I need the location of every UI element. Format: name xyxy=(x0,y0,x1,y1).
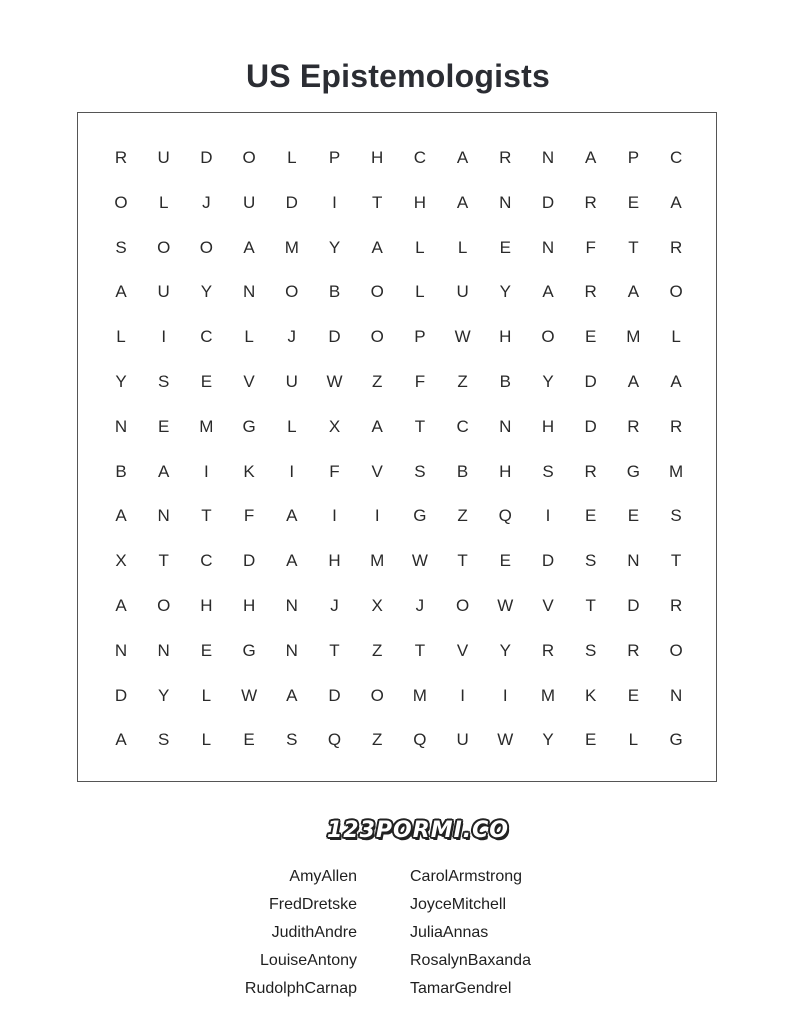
grid-letter[interactable]: W xyxy=(497,730,514,750)
grid-letter[interactable]: D xyxy=(328,685,341,705)
grid-letter[interactable]: H xyxy=(499,461,512,481)
grid-letter[interactable]: N xyxy=(242,282,256,302)
grid-letter[interactable]: L xyxy=(201,730,212,750)
grid-letter[interactable]: U xyxy=(242,192,256,212)
grid-letter[interactable]: A xyxy=(456,192,469,212)
word-list-item: LouiseAntony xyxy=(260,952,357,969)
grid-letter[interactable]: I xyxy=(204,461,209,481)
grid-letter[interactable]: Y xyxy=(328,237,341,257)
grid-letter[interactable]: C xyxy=(200,551,213,571)
grid-letter[interactable]: T xyxy=(371,192,383,212)
grid-letter[interactable]: N xyxy=(499,416,512,436)
grid-letter[interactable]: F xyxy=(585,237,596,257)
grid-letter[interactable]: C xyxy=(200,327,213,347)
grid-letter[interactable]: A xyxy=(456,148,469,167)
grid-letter[interactable]: I xyxy=(545,506,551,526)
grid-letter[interactable]: I xyxy=(161,327,167,347)
grid-letter[interactable]: O xyxy=(285,282,299,302)
grid-letter[interactable]: Y xyxy=(542,372,554,391)
grid-letter[interactable]: V xyxy=(243,372,255,391)
grid-letter[interactable]: F xyxy=(243,506,255,526)
grid-letter[interactable]: J xyxy=(287,327,297,347)
grid-letter[interactable]: M xyxy=(370,551,385,571)
grid-letter[interactable]: O xyxy=(669,282,683,302)
grid-letter[interactable]: T xyxy=(457,551,468,571)
grid-letter[interactable]: A xyxy=(542,282,554,302)
grid-letter[interactable]: D xyxy=(328,327,341,347)
grid-letter[interactable]: O xyxy=(669,640,683,660)
grid-letter[interactable]: E xyxy=(585,730,597,750)
grid-letter[interactable]: H xyxy=(413,192,427,212)
grid-letter[interactable]: S xyxy=(115,237,127,257)
grid-letter[interactable]: R xyxy=(114,148,128,167)
grid-letter[interactable]: B xyxy=(499,372,511,391)
grid-letter[interactable]: D xyxy=(114,685,128,705)
grid-letter[interactable]: E xyxy=(243,730,255,750)
grid-letter[interactable]: U xyxy=(157,282,170,302)
grid-letter[interactable]: N xyxy=(627,551,640,571)
grid-letter[interactable]: J xyxy=(415,596,425,615)
grid-letter[interactable]: M xyxy=(284,237,299,257)
grid-letter[interactable]: U xyxy=(157,148,170,167)
grid-letter[interactable]: N xyxy=(285,596,298,615)
grid-letter[interactable]: M xyxy=(540,685,556,705)
grid-letter[interactable]: Z xyxy=(371,730,383,750)
grid-letter[interactable]: D xyxy=(200,148,213,167)
grid-letter[interactable]: T xyxy=(414,640,426,660)
grid-letter[interactable]: G xyxy=(242,416,256,436)
grid-letter[interactable]: T xyxy=(414,416,426,436)
grid-letter[interactable]: S xyxy=(670,506,682,526)
grid-letter[interactable]: D xyxy=(285,192,298,212)
grid-letter[interactable]: H xyxy=(242,596,256,615)
grid-letter[interactable]: E xyxy=(627,192,640,212)
grid-letter[interactable]: Y xyxy=(115,372,127,391)
grid-letter[interactable]: Q xyxy=(498,506,512,526)
grid-letter[interactable]: O xyxy=(370,685,384,705)
grid-letter[interactable]: Z xyxy=(371,640,383,660)
grid-letter[interactable]: Q xyxy=(327,730,342,750)
grid-letter[interactable]: O xyxy=(114,192,128,212)
grid-letter[interactable]: J xyxy=(330,596,339,615)
grid-letter[interactable]: T xyxy=(201,506,212,526)
grid-letter[interactable]: R xyxy=(627,640,640,660)
word-list-item: TamarGendrel xyxy=(410,980,512,997)
grid-letter[interactable]: N xyxy=(114,640,128,660)
site-logo: 123PORMI.CO xyxy=(327,818,509,843)
grid-letter[interactable]: S xyxy=(585,640,597,660)
grid-letter[interactable]: M xyxy=(669,461,684,481)
grid-letter[interactable]: U xyxy=(285,372,298,391)
grid-letter[interactable]: W xyxy=(241,685,258,705)
grid-letter[interactable]: F xyxy=(329,461,340,481)
grid-letter[interactable]: Y xyxy=(200,282,213,302)
grid-letter[interactable]: E xyxy=(158,416,170,436)
word-list-item: JudithAndre xyxy=(271,924,357,941)
grid-letter[interactable]: H xyxy=(371,148,384,167)
word-list-item: CarolArmstrong xyxy=(410,868,523,885)
word-list-item: JuliaAnnas xyxy=(410,924,489,941)
grid-letter[interactable]: Y xyxy=(542,730,554,750)
grid-letter[interactable]: E xyxy=(585,506,597,526)
grid-letter[interactable]: G xyxy=(242,640,256,660)
grid-letter[interactable]: S xyxy=(585,551,597,571)
grid-letter[interactable]: T xyxy=(329,640,340,660)
grid-letter[interactable]: G xyxy=(669,730,683,750)
grid-letter[interactable]: L xyxy=(671,327,681,347)
grid-letter[interactable]: B xyxy=(456,461,469,481)
grid-letter[interactable]: V xyxy=(456,640,469,660)
grid-letter[interactable]: M xyxy=(199,416,214,436)
grid-letter[interactable]: P xyxy=(627,148,640,167)
grid-letter[interactable]: X xyxy=(328,416,341,436)
grid-letter[interactable]: L xyxy=(628,730,639,750)
grid-letter[interactable]: R xyxy=(584,282,597,302)
grid-letter[interactable]: H xyxy=(499,327,512,347)
grid-letter[interactable]: F xyxy=(414,372,426,391)
grid-letter[interactable]: W xyxy=(454,327,471,347)
grid-letter[interactable]: A xyxy=(243,237,255,257)
grid-letter[interactable]: N xyxy=(114,416,128,436)
grid-letter[interactable]: C xyxy=(669,148,683,167)
grid-letter[interactable]: P xyxy=(328,148,341,167)
grid-letter[interactable]: W xyxy=(411,551,428,571)
grid-letter[interactable]: I xyxy=(332,192,337,212)
grid-letter[interactable]: G xyxy=(626,461,640,481)
grid-letter[interactable]: R xyxy=(584,192,597,212)
grid-letter[interactable]: I xyxy=(289,461,295,481)
grid-letter[interactable]: Y xyxy=(499,282,511,302)
grid-letter[interactable]: Z xyxy=(457,372,468,391)
grid-letter[interactable]: E xyxy=(585,327,597,347)
word-list-item: RudolphCarnap xyxy=(244,980,357,997)
grid-letter[interactable]: W xyxy=(497,596,514,615)
grid-letter[interactable]: R xyxy=(669,237,683,257)
grid-letter[interactable]: B xyxy=(328,282,341,302)
grid-letter[interactable]: A xyxy=(585,148,597,167)
grid-letter[interactable]: N xyxy=(157,506,170,526)
grid-letter[interactable]: O xyxy=(455,596,470,615)
word-list-left-column xyxy=(245,863,357,1003)
grid-letter[interactable]: H xyxy=(200,596,213,615)
grid-letter[interactable]: L xyxy=(415,282,425,302)
grid-letter[interactable]: A xyxy=(286,685,298,705)
grid-letter[interactable]: L xyxy=(287,416,297,436)
grid-letter[interactable]: I xyxy=(374,506,380,526)
grid-letter[interactable]: A xyxy=(286,506,298,526)
grid-letter[interactable]: O xyxy=(199,237,213,257)
grid-letter[interactable]: N xyxy=(285,640,298,660)
grid-letter[interactable]: L xyxy=(158,192,169,212)
grid-letter[interactable]: S xyxy=(286,730,298,750)
grid-letter[interactable]: Y xyxy=(499,640,511,660)
word-list-item: FredDretske xyxy=(268,896,357,913)
grid-letter[interactable]: U xyxy=(456,282,469,302)
grid-letter[interactable]: N xyxy=(541,237,555,257)
grid-letter[interactable]: L xyxy=(415,237,425,257)
grid-letter[interactable]: A xyxy=(115,730,127,750)
grid-letter[interactable]: S xyxy=(414,461,426,481)
grid-letter[interactable]: A xyxy=(627,282,640,302)
grid-letter[interactable]: A xyxy=(115,596,127,615)
grid-letter[interactable]: I xyxy=(332,506,337,526)
grid-letter[interactable]: R xyxy=(627,416,640,436)
grid-letter[interactable]: K xyxy=(243,461,255,481)
grid-letter[interactable]: E xyxy=(627,506,640,526)
grid-letter[interactable]: S xyxy=(542,461,554,481)
grid-letter[interactable]: A xyxy=(670,372,682,391)
grid-letter[interactable]: H xyxy=(328,551,341,571)
grid-letter[interactable]: N xyxy=(499,192,512,212)
grid-letter[interactable]: R xyxy=(669,416,683,436)
grid-letter[interactable]: M xyxy=(412,685,427,705)
grid-letter[interactable]: O xyxy=(157,237,171,257)
grid-letter[interactable]: L xyxy=(244,327,254,347)
puzzle-title: US Epistemologists xyxy=(245,58,551,94)
word-list-item: RosalynBaxanda xyxy=(410,952,531,969)
grid-letter[interactable]: I xyxy=(460,685,465,705)
grid-letter[interactable]: R xyxy=(584,461,597,481)
grid-letter[interactable]: E xyxy=(200,640,213,660)
grid-letter[interactable]: A xyxy=(115,506,127,526)
grid-letter[interactable]: A xyxy=(371,416,383,436)
grid-letter[interactable]: Y xyxy=(158,685,170,705)
grid-letter[interactable]: T xyxy=(670,551,682,571)
grid-letter[interactable]: D xyxy=(627,596,640,615)
grid-letter[interactable]: O xyxy=(370,327,384,347)
grid-letter[interactable]: C xyxy=(413,148,427,167)
grid-letter[interactable]: P xyxy=(414,327,426,347)
grid-letter[interactable]: Z xyxy=(371,372,383,391)
grid-letter[interactable]: Z xyxy=(457,506,468,526)
grid-letter[interactable]: T xyxy=(628,237,639,257)
word-list-item: JoyceMitchell xyxy=(410,896,507,913)
grid-letter[interactable]: L xyxy=(287,148,297,167)
grid-letter[interactable]: A xyxy=(115,282,127,302)
grid-letter[interactable]: B xyxy=(115,461,127,481)
grid-letter[interactable]: U xyxy=(456,730,469,750)
grid-letter[interactable]: O xyxy=(157,596,171,615)
grid-letter[interactable]: L xyxy=(201,685,212,705)
grid-letter[interactable]: G xyxy=(413,506,427,526)
grid-letter[interactable]: R xyxy=(669,596,683,615)
grid-letter[interactable]: H xyxy=(541,416,555,436)
grid-letter[interactable]: D xyxy=(541,551,555,571)
grid-letter[interactable]: V xyxy=(542,596,554,615)
grid-letter[interactable]: W xyxy=(326,372,343,391)
grid-letter[interactable]: V xyxy=(371,461,383,481)
grid-letter[interactable]: E xyxy=(627,685,640,705)
grid-letter[interactable]: N xyxy=(157,640,170,660)
grid-letter[interactable]: Q xyxy=(413,730,427,750)
grid-letter[interactable]: A xyxy=(627,372,640,391)
grid-letter[interactable]: L xyxy=(457,237,468,257)
word-list-right-column xyxy=(410,863,531,1003)
grid-letter[interactable]: D xyxy=(541,192,555,212)
grid-letter[interactable]: X xyxy=(115,551,127,571)
grid-letter[interactable]: O xyxy=(370,282,384,302)
grid-letter[interactable]: E xyxy=(499,237,511,257)
grid-letter[interactable]: S xyxy=(158,730,170,750)
grid-letter[interactable]: I xyxy=(502,685,508,705)
grid-letter[interactable]: A xyxy=(286,551,298,571)
grid-letter[interactable]: J xyxy=(202,192,211,212)
grid-letter[interactable]: D xyxy=(584,372,597,391)
grid-letter[interactable]: E xyxy=(200,372,213,391)
grid-letter[interactable]: S xyxy=(158,372,170,391)
grid-letter[interactable]: D xyxy=(584,416,597,436)
grid-letter[interactable]: M xyxy=(626,327,641,347)
grid-letter[interactable]: E xyxy=(499,551,511,571)
grid-letter[interactable]: D xyxy=(242,551,256,571)
grid-letter[interactable]: N xyxy=(541,148,555,167)
grid-letter[interactable]: T xyxy=(585,596,596,615)
word-list-item: AmyAllen xyxy=(289,868,357,885)
grid-letter[interactable]: R xyxy=(541,640,555,660)
grid-letter[interactable]: O xyxy=(242,148,256,167)
grid-letter[interactable]: A xyxy=(670,192,682,212)
grid-letter[interactable]: R xyxy=(499,148,512,167)
grid-letter[interactable]: N xyxy=(669,685,683,705)
grid-letter[interactable]: A xyxy=(158,461,170,481)
grid-letter[interactable]: L xyxy=(116,327,126,347)
letter-grid-frame xyxy=(77,112,717,782)
grid-letter[interactable]: T xyxy=(158,551,169,571)
grid-letter[interactable]: K xyxy=(585,685,597,705)
grid-letter[interactable]: A xyxy=(371,237,383,257)
grid-letter[interactable]: O xyxy=(541,327,555,347)
grid-letter[interactable]: C xyxy=(456,416,469,436)
grid-letter[interactable]: X xyxy=(371,596,383,615)
